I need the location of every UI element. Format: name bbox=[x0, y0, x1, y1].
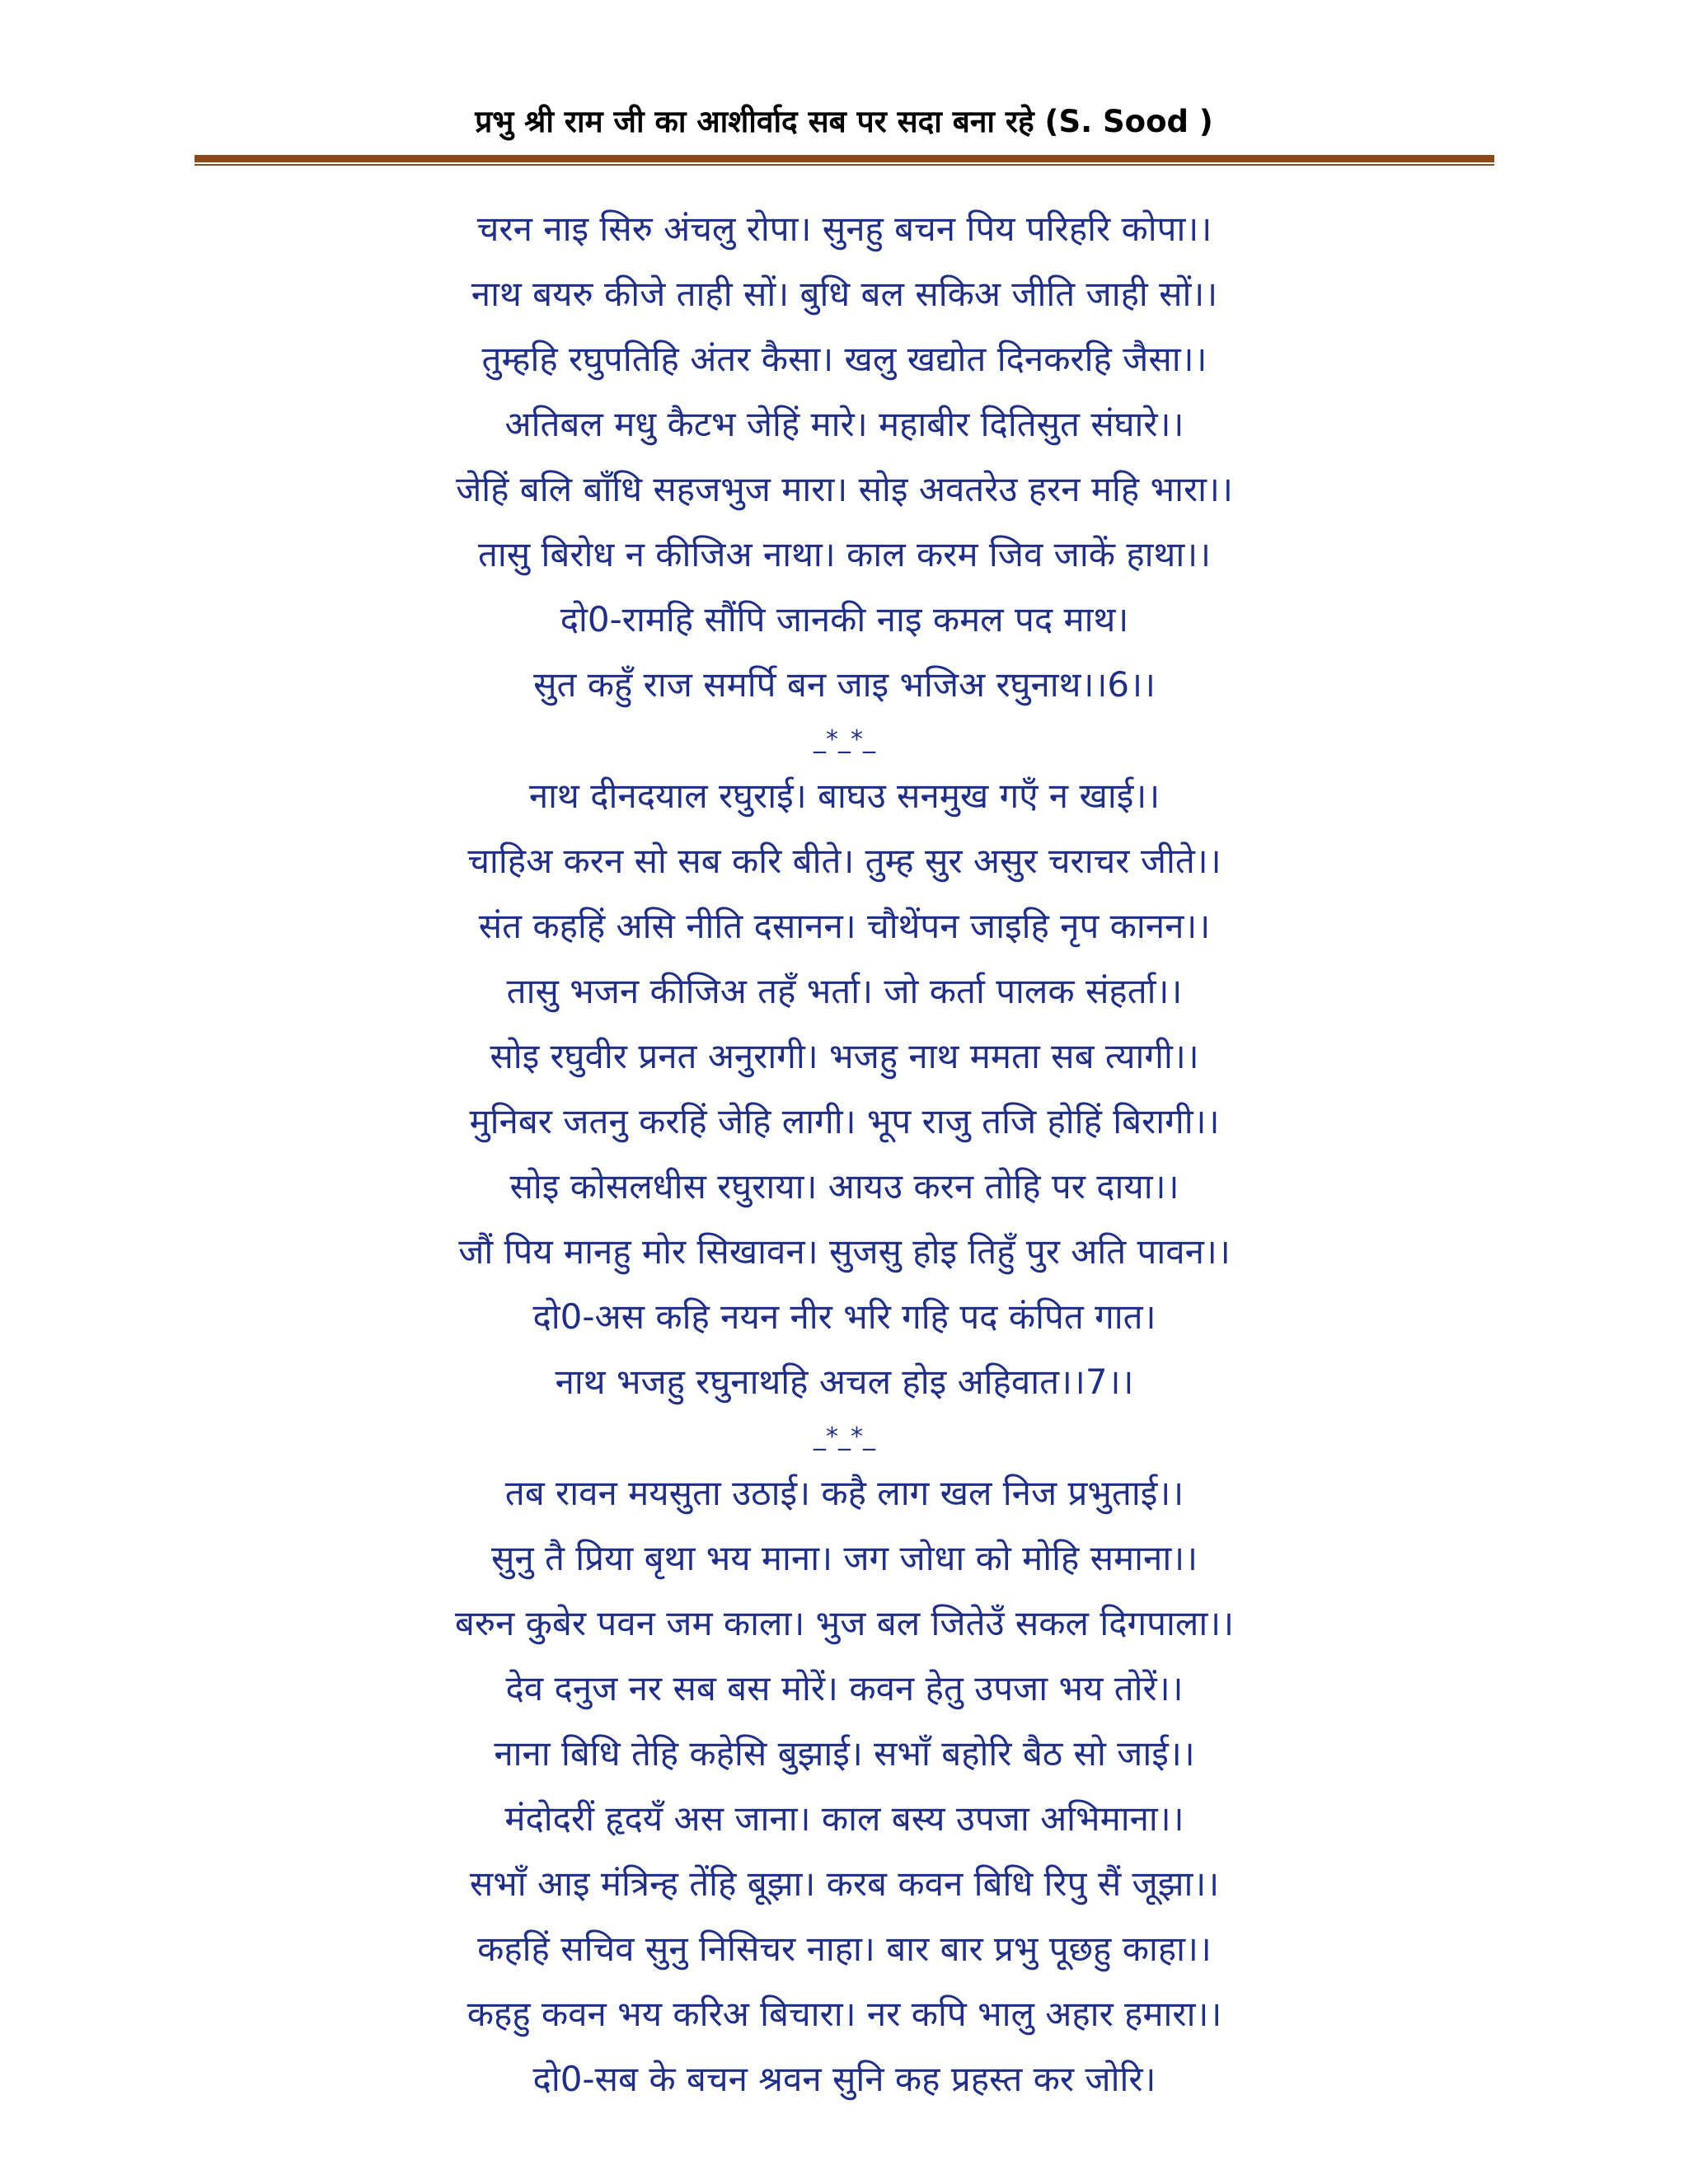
verse-line: चाहिअ करन सो सब करि बीते। तुम्ह सुर असुर चराचर जीते।। bbox=[467, 841, 1221, 881]
verse-line: तुम्हहि रघुपतिहि अंतर कैसा। खलु खद्योत दिनकरहि जैसा।। bbox=[481, 339, 1207, 379]
verse-text-body bbox=[195, 196, 1494, 2111]
verse-line: नाथ दीनदयाल रघुराई। बाघउ सनमुख गएँ न खाई।। bbox=[528, 776, 1160, 816]
section-separator: _*_*_ bbox=[814, 725, 875, 754]
verse-line: नाना बिधि तेहि कहेसि बुझाई। सभाँ बहोरि बैठ सो जाई।। bbox=[494, 1733, 1195, 1774]
verse-line: तासु बिरोध न कीजिअ नाथा। काल करम जिव जाकें हाथा।। bbox=[477, 534, 1212, 574]
doha-line: नाथ भजहु रघुनाथहि अचल होइ अहिवात।।7।। bbox=[555, 1361, 1134, 1402]
header-rule-divider bbox=[195, 155, 1494, 162]
verse-line: अतिबल मधु कैटभ जेहिं मारे। महाबीर दितिसुत संघारे।। bbox=[504, 404, 1184, 444]
doha-line: दो0-रामहि सौंपि जानकी नाइ कमल पद माथ। bbox=[560, 599, 1129, 640]
verse-line: कहहिं सचिव सुनु निसिचर नाहा। बार बार प्रभु पूछहु काहा।। bbox=[477, 1929, 1212, 1969]
verse-line: सोइ कोसलधीस रघुराया। आयउ करन तोहि पर दाया।। bbox=[509, 1166, 1179, 1207]
doha-line: दो0-सब के बचन श्रवन सुनि कह प्रहस्त कर जोरि। bbox=[532, 2059, 1156, 2099]
verse-line: देव दनुज नर सब बस मोरें। कवन हेतु उपजा भय तोरें।। bbox=[505, 1668, 1184, 1708]
verse-line: जौं पिय मानहु मोर सिखावन। सुजसु होइ तिहुँ पुर अति पावन।। bbox=[458, 1231, 1231, 1272]
verse-line: सभाँ आइ मंत्रिन्ह तेंहि बूझा। करब कवन बिधि रिपु सैं जूझा।। bbox=[469, 1863, 1220, 1904]
verse-line: जेहिं बलि बाँधि सहजभुज मारा। सोइ अवतरेउ हरन महि भारा।। bbox=[456, 469, 1233, 509]
verse-line: नाथ बयरु कीजे ताही सों। बुधि बल सकिअ जीति जाही सों।। bbox=[471, 274, 1218, 314]
verse-line: सोइ रघुवीर प्रनत अनुरागी। भजहु नाथ ममता सब त्यागी।। bbox=[490, 1036, 1199, 1076]
verse-line: सुनु तै प्रिया बृथा भय माना। जग जोधा को मोहि समाना।। bbox=[490, 1538, 1198, 1578]
verse-line: बरुन कुबेर पवन जम काला। भुज बल जितेउँ सकल दिगपाला।। bbox=[454, 1603, 1235, 1643]
page-header-title: प्रभु श्री राम जी का आशीर्वाद सब पर सदा बना रहे (S. Sood ) bbox=[475, 104, 1213, 139]
verse-line: चरन नाइ सिरु अंचलु रोपा। सुनहु बचन पिय परिहरि कोपा।। bbox=[476, 209, 1212, 249]
verse-line: संत कहहिं असि नीति दसानन। चौथेंपन जाइहि नृप कानन।। bbox=[478, 906, 1211, 946]
doha-line: सुत कहुँ राज समर्पि बन जाइ भजिअ रघुनाथ।।6।। bbox=[533, 664, 1156, 705]
verse-line: कहहु कवन भय करिअ बिचारा। नर कपि भालु अहार हमारा।। bbox=[467, 1994, 1222, 2034]
header-rule-thin-divider bbox=[195, 164, 1494, 166]
verse-line: तब रावन मयसुता उठाई। कहै लाग खल निज प्रभुताई।। bbox=[504, 1473, 1184, 1513]
section-separator: _*_*_ bbox=[814, 1422, 875, 1451]
verse-line: मुनिबर जतनु करहिं जेहि लागी। भूप राजु तजि होहिं बिरागी।। bbox=[469, 1101, 1220, 1141]
verse-line: मंदोदरीं हृदयँ अस जाना। काल बस्य उपजा अभिमाना।। bbox=[504, 1798, 1184, 1839]
verse-line: तासु भजन कीजिअ तहँ भर्ता। जो कर्ता पालक संहर्ता।। bbox=[506, 971, 1183, 1011]
doha-line: दो0-अस कहि नयन नीर भरि गहि पद कंपित गात। bbox=[532, 1296, 1156, 1337]
